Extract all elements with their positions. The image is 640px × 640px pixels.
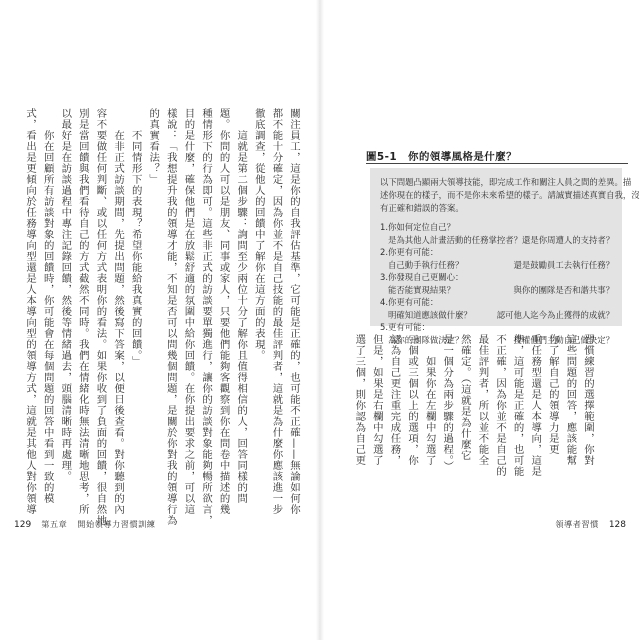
body-column: 目的是什麼，確保他們是在放鬆舒適的氛圍中給你回饋。在你提出要求之前，可以這 [182,108,195,515]
question-item [380,296,614,321]
task-oriented-option: 能否能實現結果？ [388,284,455,295]
figure-title-rule [366,163,628,164]
question-label: 5.更有可能： [380,322,430,332]
question-item [380,246,614,271]
body-column: 樣說：「我想提升我的領導才能，不知是否可以問幾個問題，是關於你對我的領導行為 [164,108,177,526]
body-column: 最佳評判者，所以並不能全 [476,334,489,466]
body-column: 準，這可能是正確的，也可能 [511,334,524,477]
figure-intro-line: 以下問題凸顯兩大領導技能，即完成工作和關注人員之間的差異。描 [380,177,632,187]
body-column: 式，看出是更傾向於任務導向型還是人本導向型的領導方式，這就是其他人對你領導 [24,108,37,515]
people-oriented-option: 與你的團隊是否和諧共事？ [513,284,614,295]
question-item [380,221,614,246]
body-column: 關注員工，這是你的自我評估基準，它可能是正確的，也可能不正確——無論如何你 [288,108,300,515]
body-column: 這就是第二個步驟：詢問至少兩位十分了解你且值得相信的人，回答同樣的問 [235,108,248,504]
figure-questionnaire-box [370,168,640,345]
body-column: 然確定。（這就是為什麼它 [458,334,471,461]
figure-title: 圖5-1 你的領導風格是什麼？ [366,151,517,163]
body-column: 的真實看法？」 [147,108,160,185]
people-oriented-option: 授權他們主動自己做決定？ [513,334,614,345]
body-column: 都不能十分確定，因為你並不是自己技能的最佳評判者，這就是為什麼你應該進一步 [270,108,283,515]
body-column: 徹底調查，從他人的回饋中了解你在這方面的表現。 [252,108,265,361]
people-oriented-option: 還是鼓勵員工去執行任務？ [513,259,614,270]
question-label: 2.你更有可能： [380,247,439,257]
body-column: 選了三個，則你認為自己更 [353,334,366,466]
body-column: 不正確，因為你並不是自己的 [494,334,507,477]
question-label: 3.你發現自己更關心： [380,272,464,282]
body-column: 是一個分為兩步驟的過程。） [441,334,454,472]
running-title: 領導者習慣 [555,519,599,529]
body-column: 以最好是在訪談過程中專注記錄回饋，然後等情緒過去，頭腦清晰時再處理。 [59,108,72,482]
chapter-title: 開始領導力習慣訓練 [77,519,156,529]
body-column: 但是，如果是右欄中勾選了 [370,334,383,466]
body-column: 別是當回饋與我們看待自己的方式截然不同時。我們在情緒化時無法清晰地思考，所 [76,108,89,515]
right-page [320,0,640,640]
page-number: 129 [14,519,32,530]
body-column: 種情形下的行為即可。這些非正式的訪談要單獨進行，讓你的訪談對象能夠暢所欲言， [200,108,213,526]
body-column: 如果你在左欄中勾選了 [423,334,436,466]
body-column: 這些問題的回答，應該能幫 [564,334,577,466]
people-oriented-option: 還是你周遭人的支持者？ [522,234,615,245]
right-page-footer [555,519,626,530]
body-column: 容不要做任何判斷、或以任何方式表明你的看法。如果你收到了負面的回饋，很自然地 [94,108,107,526]
left-page-footer [14,519,155,530]
figure-intro-line: 述你現在的樣子，而不是你未來希望的樣子。請誠實描述真實自我，沒 [380,190,640,200]
figure-intro-line: 有正確和錯誤的答案。 [380,203,464,213]
body-column: 習慣練習的選擇範圍，你對 [582,334,594,466]
body-column: 你在回顧所有訪談對象的回饋時，你可能會在每個問題的回答中看到一致的模 [41,108,54,504]
task-oriented-option: 明確知道應該做什麼？ [388,309,472,320]
page-number: 128 [608,519,626,530]
question-label: 1.你如何定位自己？ [380,222,455,232]
body-column: 三個或三個以上的選項，你 [406,334,419,466]
right-page-body-text [350,334,596,512]
body-column: 題。你問的人可以是朋友、同事或家人，只要他們能夠客觀察到你在問卷中描述的幾 [217,108,230,515]
body-column: 認為自己更注重完成任務， [388,334,401,466]
people-oriented-option: 認可他人迄今為止獲得的成就？ [496,309,614,320]
body-column: 在非正式訪談期間，先提出問題，然後寫下答案，以便日後查看。對你聽到的內 [112,108,125,515]
body-column: 不同情形下的表現？希望你能給我真實的回饋。」 [129,108,142,367]
chapter-label: 第五章 [41,519,68,529]
task-oriented-option: 是為其他人計畫活動的任務掌控者？ [388,234,522,245]
body-column: 重任務型還是人本導向，這是 [529,334,542,477]
task-oriented-option: 自己動手執行任務？ [388,259,464,270]
question-label: 4.你更有可能： [380,297,439,307]
question-item [380,271,614,296]
body-column: 你了解自己的領導力是更 [546,334,559,455]
task-oriented-option: 為你的團隊做決定？ [388,334,464,345]
